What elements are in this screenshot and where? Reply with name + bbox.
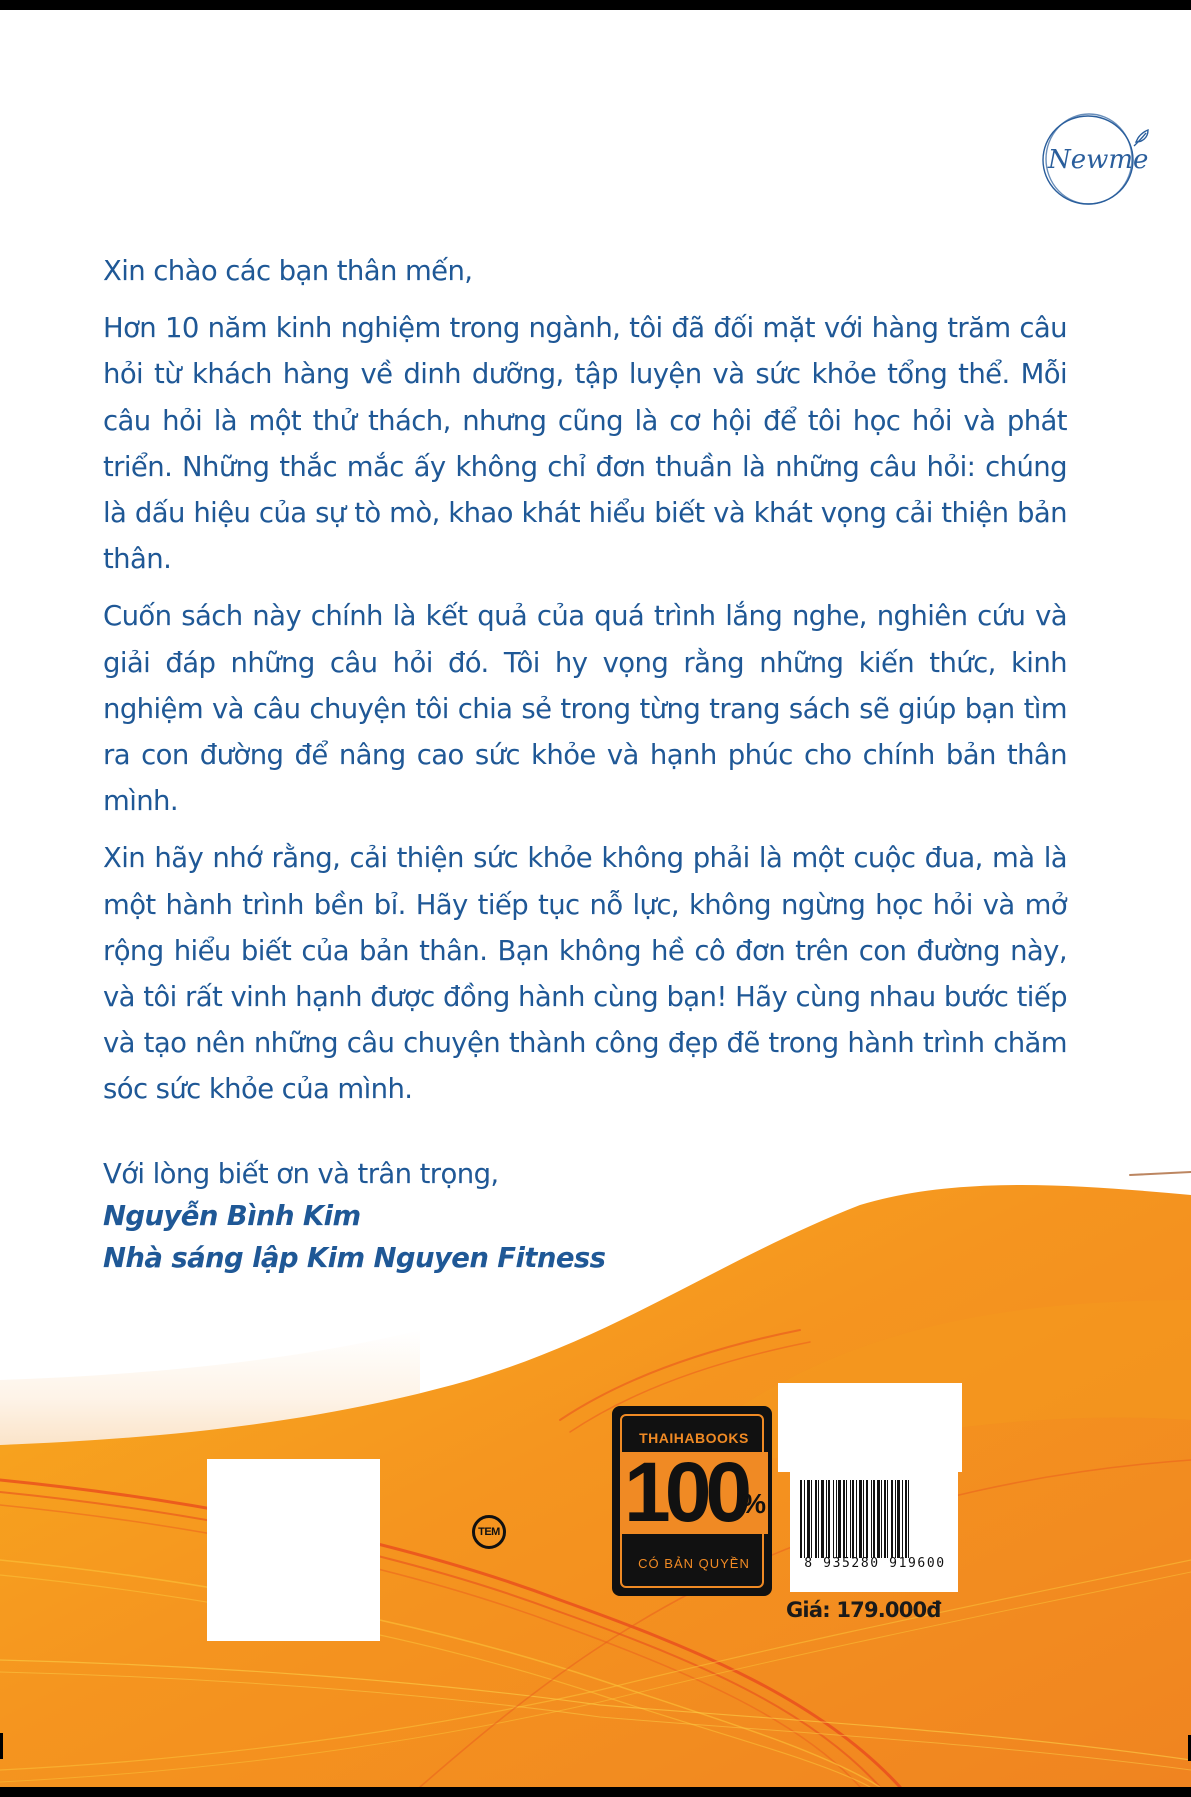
barcode-bars — [800, 1480, 948, 1558]
newme-logo — [1030, 108, 1160, 208]
letter-closing — [103, 1153, 605, 1279]
blank-sticker-area — [207, 1459, 380, 1641]
signature-title: Nhà sáng lập Kim Nguyen Fitness — [103, 1242, 606, 1274]
paragraph-1: Hơn 10 năm kinh nghiệm trong ngành, tôi đã đối mặt với hàng trăm câu hỏi từ khách hàng về dinh dưỡng, tập luyện và sức khỏe tổng thể. Mỗi câu hỏi là một thử thách, nhưng cũng là cơ hội để tôi học hỏi và phát triển. Những thắc mắc ấy không chỉ đơn thuần là những câu hỏi: chúng là dấu hiệu của sự tò mò, khao khát hiểu biết và khát vọng cải thiện bản thân. — [103, 312, 1067, 576]
blank-label-area — [778, 1383, 962, 1472]
paragraph-2: Cuốn sách này chính là kết quả của quá trình lắng nghe, nghiên cứu và giải đáp những câu hỏi đó. Tôi hy vọng rằng những kiến thức, kinh nghiệm và câu chuyện tôi chia sẻ trong từng trang sách sẽ giúp bạn tìm ra con đường để nâng cao sức khỏe và hạnh phúc cho chính bản thân mình. — [103, 600, 1067, 818]
closing-line: Với lòng biết ơn và trân trọng, — [103, 1158, 499, 1190]
badge-subtitle: CÓ BẢN QUYỀN — [638, 1556, 750, 1571]
badge-100: 100 — [624, 1445, 747, 1539]
paragraph-3: Xin hãy nhớ rằng, cải thiện sức khỏe không phải là một cuộc đua, mà là một hành trình bền bỉ. Hãy tiếp tục nỗ lực, không ngừng học hỏi và mở rộng hiểu biết của bản thân. Bạn không hề cô đơn trên con đường này, và tôi rất vinh hạnh được đồng hành cùng bạn! Hãy cùng nhau bước tiếp và tạo nên những câu chuyện thành công đẹp đẽ trong hành trình chăm sóc sức khỏe của mình. — [103, 842, 1067, 1106]
svg-text:Newme: Newme — [1048, 145, 1149, 175]
price-label: Giá: 179.000đ — [786, 1598, 941, 1622]
barcode-number: 8 935280 919600 — [804, 1556, 946, 1571]
badge-100-area — [620, 1445, 768, 1539]
copyright-badge — [612, 1406, 772, 1596]
bottom-border — [0, 1787, 1191, 1797]
badge-brand: THAIHABOOKS — [639, 1430, 749, 1446]
tem-stamp-icon: TEM — [472, 1515, 506, 1549]
greeting: Xin chào các bạn thân mến, — [103, 255, 473, 287]
badge-percent: % — [741, 1488, 766, 1519]
barcode — [790, 1470, 958, 1592]
signature-name: Nguyễn Bình Kim — [103, 1200, 361, 1232]
crop-mark-left — [0, 1733, 3, 1759]
letter-body — [103, 248, 1067, 1124]
